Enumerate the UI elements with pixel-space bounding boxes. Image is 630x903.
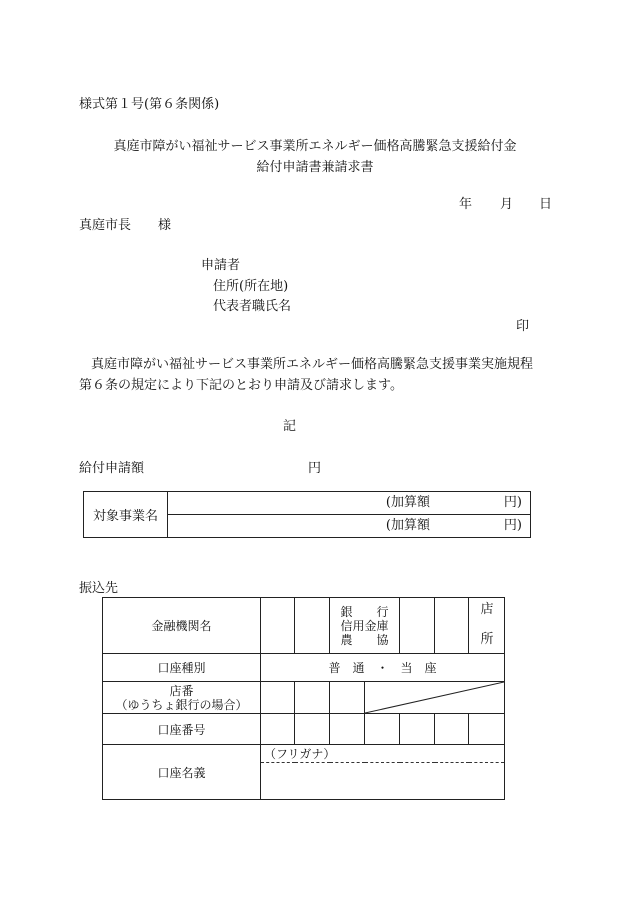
bank-type-cell bbox=[330, 598, 400, 654]
yucho-branch-label-line-2: （ゆうちょ銀行の場合） bbox=[115, 697, 248, 712]
yucho-branch-label-line-1: 店番 bbox=[169, 683, 194, 698]
target-business-row-2[interactable] bbox=[168, 515, 531, 538]
form-number: 様式第１号(第６条関係) bbox=[79, 97, 220, 112]
branch-name-cell-1[interactable] bbox=[400, 598, 435, 654]
page-subtitle: 給付申請書兼請求書 bbox=[256, 160, 374, 175]
branch-type-cell bbox=[469, 598, 505, 654]
amount-unit: 円 bbox=[308, 461, 322, 476]
yucho-branch-digit-1[interactable] bbox=[261, 682, 295, 714]
bank-type-bank: 銀 行 bbox=[340, 604, 389, 619]
bank-name-cell-1[interactable] bbox=[261, 598, 295, 654]
applicant-label: 申請者 bbox=[201, 258, 241, 273]
bank-name-label: 金融機関名 bbox=[103, 598, 261, 654]
account-holder-field[interactable] bbox=[261, 763, 505, 800]
yucho-branch-digit-2[interactable] bbox=[295, 682, 330, 714]
account-number-digit-5[interactable] bbox=[400, 714, 435, 745]
date-month-label: 月 bbox=[500, 197, 514, 212]
ki-heading: 記 bbox=[283, 419, 297, 434]
branch-name-cell-2[interactable] bbox=[435, 598, 469, 654]
add-amount-unit-2: 円) bbox=[503, 518, 522, 533]
account-holder-label: 口座名義 bbox=[103, 745, 261, 800]
applicant-rep-label: 代表者職氏名 bbox=[213, 299, 292, 314]
yucho-branch-void bbox=[365, 682, 505, 714]
amount-label: 給付申請額 bbox=[79, 461, 145, 476]
bank-type-shinkin: 信用金庫 bbox=[340, 618, 389, 633]
page-title: 真庭市障がい福祉サービス事業所エネルギー価格高騰緊急支援給付金 bbox=[113, 139, 517, 154]
furigana-field[interactable] bbox=[261, 745, 505, 763]
bank-name-cell-2[interactable] bbox=[295, 598, 330, 654]
date-day-label: 日 bbox=[539, 197, 553, 212]
account-number-digit-7[interactable] bbox=[469, 714, 505, 745]
seal-mark: 印 bbox=[516, 319, 530, 334]
addressee-name: 真庭市長 bbox=[79, 218, 132, 233]
body-line-2: 第６条の規定により下記のとおり申請及び請求します。 bbox=[79, 378, 403, 393]
branch-bottom-label: 所 bbox=[480, 632, 494, 647]
add-amount-label-1: (加算額 bbox=[385, 495, 430, 510]
account-type-value[interactable]: 普 通 ・ 当 座 bbox=[261, 654, 505, 682]
target-business-label: 対象事業名 bbox=[84, 492, 168, 538]
account-number-label: 口座番号 bbox=[103, 714, 261, 745]
void-diagonal-line bbox=[365, 682, 504, 713]
transfer-table bbox=[102, 597, 505, 800]
account-number-digit-2[interactable] bbox=[295, 714, 330, 745]
add-amount-unit-1: 円) bbox=[503, 495, 522, 510]
date-year-label: 年 bbox=[459, 197, 473, 212]
account-number-digit-1[interactable] bbox=[261, 714, 295, 745]
account-number-digit-6[interactable] bbox=[435, 714, 469, 745]
account-number-digit-3[interactable] bbox=[330, 714, 365, 745]
furigana-label: （フリガナ） bbox=[264, 747, 336, 761]
addressee-honorific: 様 bbox=[158, 218, 172, 233]
target-business-table bbox=[83, 491, 531, 538]
body-line-1: 真庭市障がい福祉サービス事業所エネルギー価格高騰緊急支援事業実施規程 bbox=[91, 357, 534, 372]
branch-top-label: 店 bbox=[480, 602, 494, 617]
account-type-label: 口座種別 bbox=[103, 654, 261, 682]
account-number-digit-4[interactable] bbox=[365, 714, 400, 745]
target-business-row-1[interactable] bbox=[168, 492, 531, 515]
transfer-label: 振込先 bbox=[79, 581, 119, 596]
yucho-branch-digit-3[interactable] bbox=[330, 682, 365, 714]
bank-type-nokyo: 農 協 bbox=[340, 632, 389, 647]
add-amount-label-2: (加算額 bbox=[385, 518, 430, 533]
yucho-branch-label bbox=[103, 682, 261, 714]
applicant-address-label: 住所(所在地) bbox=[213, 279, 289, 294]
